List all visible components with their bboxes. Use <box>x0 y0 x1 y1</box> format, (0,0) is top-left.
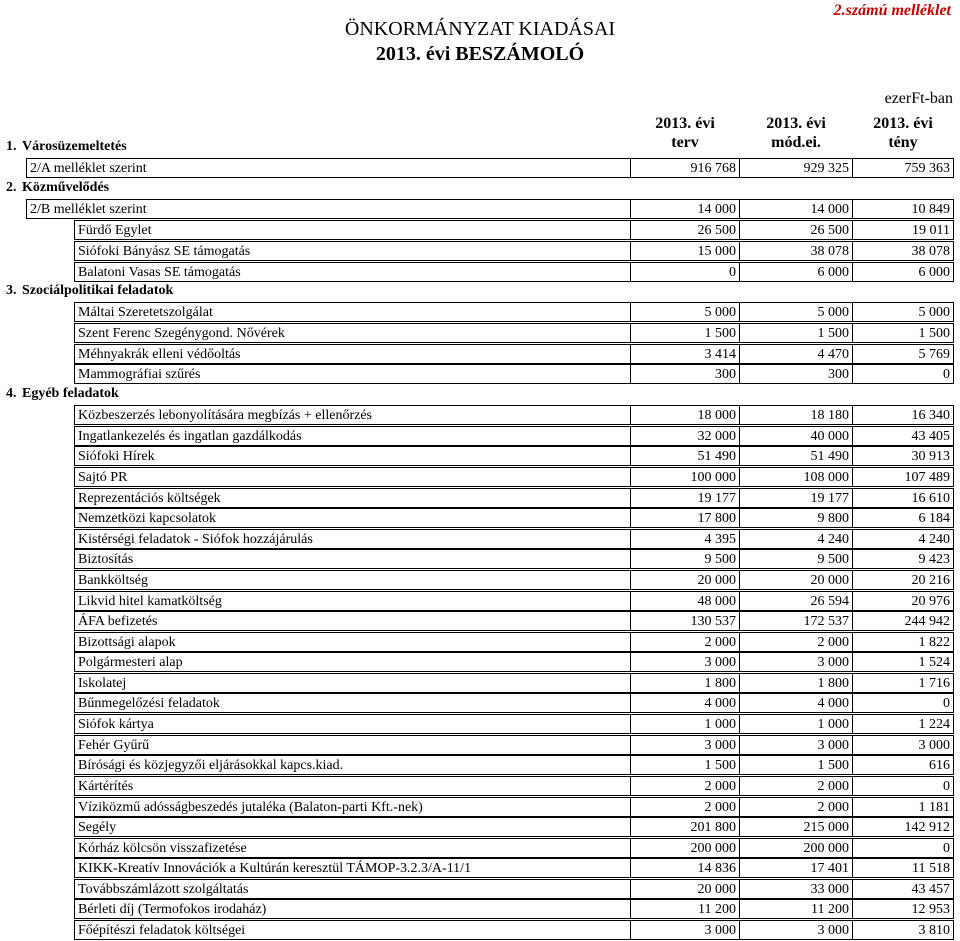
cell-terv: 5 000 <box>630 302 739 322</box>
row-label: Iskolatej <box>74 673 630 693</box>
row-label: Bankköltség <box>74 570 630 590</box>
row-label: Máltai Szeretetszolgálat <box>74 302 630 322</box>
table-row <box>0 776 960 796</box>
section-heading <box>6 179 109 196</box>
cell-teny: 0 <box>852 776 954 796</box>
row-label: Közbeszerzés lebonyolítására megbízás + ellenőrzés <box>74 405 630 425</box>
cell-mod: 5 000 <box>739 302 852 322</box>
row-label: Bizottsági alapok <box>74 632 630 652</box>
row-label: Kistérségi feladatok - Siófok hozzájárulás <box>74 529 630 549</box>
cell-terv: 3 414 <box>630 344 739 364</box>
section-title: Egyéb feladatok <box>22 386 119 401</box>
table-row <box>0 508 960 528</box>
column-header-line: 2013. évi <box>655 115 715 132</box>
row-label: KIKK-Kreatív Innovációk a Kultúrán keresztül TÁMOP-3.2.3/A-11/1 <box>74 858 630 878</box>
cell-terv: 1 000 <box>630 714 739 734</box>
cell-mod: 2 000 <box>739 797 852 817</box>
row-label: Siófoki Hírek <box>74 446 630 466</box>
cell-terv: 3 000 <box>630 735 739 755</box>
cell-terv: 32 000 <box>630 426 739 446</box>
title-line-2: 2013. évi BESZÁMOLÓ <box>375 43 585 65</box>
cell-teny: 16 340 <box>852 405 954 425</box>
cell-teny: 1 716 <box>852 673 954 693</box>
table-row <box>0 632 960 652</box>
table-row <box>0 262 960 282</box>
cell-terv: 15 000 <box>630 241 739 261</box>
cell-terv: 48 000 <box>630 591 739 611</box>
cell-teny: 30 913 <box>852 446 954 466</box>
cell-terv: 11 200 <box>630 899 739 919</box>
section-heading <box>6 385 119 402</box>
section-heading <box>6 138 127 155</box>
cell-terv: 1 500 <box>630 755 739 775</box>
row-label: Bírósági és közjegyzői eljárásokkal kapcs.kiad. <box>74 755 630 775</box>
cell-terv: 916 768 <box>630 158 739 178</box>
column-header-line: tény <box>888 134 918 151</box>
cell-terv: 200 000 <box>630 838 739 858</box>
cell-teny: 9 423 <box>852 549 954 569</box>
row-label: Segély <box>74 817 630 837</box>
cell-mod: 40 000 <box>739 426 852 446</box>
row-label: Likvid hitel kamatköltség <box>74 591 630 611</box>
table-row <box>0 693 960 713</box>
table-row <box>0 158 960 178</box>
cell-teny: 0 <box>852 364 954 384</box>
table-row <box>0 344 960 364</box>
row-label: Sajtó PR <box>74 467 630 487</box>
table-row <box>0 755 960 775</box>
cell-teny: 244 942 <box>852 611 954 631</box>
unit-label: ezerFt-ban <box>884 90 953 107</box>
table-row <box>0 611 960 631</box>
cell-teny: 11 518 <box>852 858 954 878</box>
cell-terv: 20 000 <box>630 879 739 899</box>
table-row <box>0 735 960 755</box>
table-row <box>0 199 960 219</box>
row-label: Kártérítés <box>74 776 630 796</box>
cell-teny: 1 181 <box>852 797 954 817</box>
cell-terv: 300 <box>630 364 739 384</box>
row-label: Biztosítás <box>74 549 630 569</box>
row-label: Mammográfiai szűrés <box>74 364 630 384</box>
cell-mod: 4 240 <box>739 529 852 549</box>
table-row <box>0 302 960 322</box>
table-row <box>0 405 960 425</box>
row-label: Ingatlankezelés és ingatlan gazdálkodás <box>74 426 630 446</box>
cell-teny: 616 <box>852 755 954 775</box>
cell-teny: 1 822 <box>852 632 954 652</box>
cell-mod: 1 000 <box>739 714 852 734</box>
row-label: Fürdő Egylet <box>74 220 630 240</box>
cell-teny: 10 849 <box>852 199 954 219</box>
table-row <box>0 364 960 384</box>
table-row <box>0 570 960 590</box>
cell-mod: 9 500 <box>739 549 852 569</box>
cell-teny: 107 489 <box>852 467 954 487</box>
cell-terv: 3 000 <box>630 652 739 672</box>
cell-teny: 20 976 <box>852 591 954 611</box>
cell-terv: 9 500 <box>630 549 739 569</box>
cell-mod: 38 078 <box>739 241 852 261</box>
table-row <box>0 446 960 466</box>
cell-terv: 100 000 <box>630 467 739 487</box>
table-row <box>0 220 960 240</box>
row-label: Polgármesteri alap <box>74 652 630 672</box>
cell-mod: 17 401 <box>739 858 852 878</box>
table-row <box>0 426 960 446</box>
row-label: Bűnmegelőzési feladatok <box>74 693 630 713</box>
section-heading <box>6 282 173 299</box>
cell-teny: 43 457 <box>852 879 954 899</box>
row-label: 2/B melléklet szerint <box>26 199 630 219</box>
cell-terv: 19 177 <box>630 488 739 508</box>
cell-teny: 19 011 <box>852 220 954 240</box>
cell-teny: 3 000 <box>852 735 954 755</box>
annex-label: 2.számú melléklet <box>833 2 951 19</box>
table-row <box>0 488 960 508</box>
cell-mod: 929 325 <box>739 158 852 178</box>
cell-teny: 4 240 <box>852 529 954 549</box>
cell-mod: 26 500 <box>739 220 852 240</box>
row-label: Méhnyakrák elleni védőoltás <box>74 344 630 364</box>
column-header-line: terv <box>671 134 699 151</box>
cell-terv: 51 490 <box>630 446 739 466</box>
column-header-mod <box>740 114 852 152</box>
row-label: Főépítészi feladatok költségei <box>74 920 630 940</box>
row-label: Bérleti díj (Termofokos irodaház) <box>74 899 630 919</box>
cell-teny: 6 000 <box>852 262 954 282</box>
table-row <box>0 467 960 487</box>
cell-mod: 1 800 <box>739 673 852 693</box>
cell-terv: 201 800 <box>630 817 739 837</box>
section-title: Közművelődés <box>22 180 110 195</box>
cell-mod: 3 000 <box>739 735 852 755</box>
cell-mod: 11 200 <box>739 899 852 919</box>
cell-terv: 17 800 <box>630 508 739 528</box>
table-row <box>0 797 960 817</box>
row-label: Víziközmű adósságbeszedés jutaléka (Balaton-parti Kft.-nek) <box>74 797 630 817</box>
table-row <box>0 714 960 734</box>
cell-terv: 2 000 <box>630 632 739 652</box>
cell-terv: 1 500 <box>630 323 739 343</box>
cell-teny: 5 000 <box>852 302 954 322</box>
cell-terv: 4 000 <box>630 693 739 713</box>
table-row <box>0 241 960 261</box>
cell-teny: 43 405 <box>852 426 954 446</box>
section-number: 1. <box>6 139 17 154</box>
row-label: Siófok kártya <box>74 714 630 734</box>
table-row <box>0 838 960 858</box>
table-row <box>0 920 960 940</box>
title-line-1: ÖNKORMÁNYZAT KIADÁSAI <box>344 18 616 40</box>
row-label: Reprezentációs költségek <box>74 488 630 508</box>
cell-terv: 2 000 <box>630 776 739 796</box>
row-label: 2/A melléklet szerint <box>26 158 630 178</box>
cell-mod: 300 <box>739 364 852 384</box>
column-header-teny <box>853 114 953 152</box>
column-header-terv <box>631 114 739 152</box>
cell-mod: 19 177 <box>739 488 852 508</box>
section-title: Városüzemeltetés <box>22 139 127 154</box>
cell-teny: 0 <box>852 693 954 713</box>
cell-teny: 20 216 <box>852 570 954 590</box>
section-number: 3. <box>6 283 17 298</box>
table-row <box>0 879 960 899</box>
cell-mod: 3 000 <box>739 920 852 940</box>
cell-terv: 0 <box>630 262 739 282</box>
row-label: Fehér Gyűrű <box>74 735 630 755</box>
cell-mod: 18 180 <box>739 405 852 425</box>
row-label: Szent Ferenc Szegénygond. Nővérek <box>74 323 630 343</box>
cell-mod: 2 000 <box>739 776 852 796</box>
row-label: Kórház kölcsön visszafizetése <box>74 838 630 858</box>
cell-mod: 3 000 <box>739 652 852 672</box>
cell-mod: 4 000 <box>739 693 852 713</box>
row-label: ÁFA befizetés <box>74 611 630 631</box>
table-row <box>0 652 960 672</box>
cell-teny: 6 184 <box>852 508 954 528</box>
cell-terv: 26 500 <box>630 220 739 240</box>
cell-mod: 200 000 <box>739 838 852 858</box>
cell-terv: 1 800 <box>630 673 739 693</box>
table-row <box>0 323 960 343</box>
section-number: 2. <box>6 180 17 195</box>
row-label: Balatoni Vasas SE támogatás <box>74 262 630 282</box>
cell-mod: 4 470 <box>739 344 852 364</box>
cell-terv: 14 000 <box>630 199 739 219</box>
cell-teny: 38 078 <box>852 241 954 261</box>
cell-terv: 20 000 <box>630 570 739 590</box>
cell-terv: 4 395 <box>630 529 739 549</box>
row-label: Siófoki Bányász SE támogatás <box>74 241 630 261</box>
section-number: 4. <box>6 386 17 401</box>
table-row <box>0 858 960 878</box>
cell-mod: 172 537 <box>739 611 852 631</box>
cell-teny: 16 610 <box>852 488 954 508</box>
cell-teny: 0 <box>852 838 954 858</box>
table-row <box>0 899 960 919</box>
cell-teny: 3 810 <box>852 920 954 940</box>
table-row <box>0 817 960 837</box>
cell-mod: 215 000 <box>739 817 852 837</box>
cell-mod: 51 490 <box>739 446 852 466</box>
cell-teny: 5 769 <box>852 344 954 364</box>
cell-mod: 6 000 <box>739 262 852 282</box>
column-header-line: mód.ei. <box>771 134 821 151</box>
table-row <box>0 529 960 549</box>
cell-teny: 142 912 <box>852 817 954 837</box>
cell-teny: 12 953 <box>852 899 954 919</box>
cell-teny: 1 224 <box>852 714 954 734</box>
cell-mod: 1 500 <box>739 755 852 775</box>
row-label: Nemzetközi kapcsolatok <box>74 508 630 528</box>
cell-teny: 1 500 <box>852 323 954 343</box>
table-row <box>0 549 960 569</box>
table-row <box>0 591 960 611</box>
cell-mod: 20 000 <box>739 570 852 590</box>
section-title: Szociálpolitikai feladatok <box>22 283 174 298</box>
column-header-line: 2013. évi <box>766 115 826 132</box>
cell-mod: 2 000 <box>739 632 852 652</box>
column-header-line: 2013. évi <box>873 115 933 132</box>
row-label: Továbbszámlázott szolgáltatás <box>74 879 630 899</box>
cell-terv: 3 000 <box>630 920 739 940</box>
table-row <box>0 673 960 693</box>
cell-teny: 1 524 <box>852 652 954 672</box>
cell-mod: 14 000 <box>739 199 852 219</box>
cell-teny: 759 363 <box>852 158 954 178</box>
cell-mod: 9 800 <box>739 508 852 528</box>
cell-mod: 33 000 <box>739 879 852 899</box>
cell-mod: 1 500 <box>739 323 852 343</box>
cell-terv: 18 000 <box>630 405 739 425</box>
cell-terv: 2 000 <box>630 797 739 817</box>
cell-mod: 108 000 <box>739 467 852 487</box>
cell-mod: 26 594 <box>739 591 852 611</box>
cell-terv: 14 836 <box>630 858 739 878</box>
cell-terv: 130 537 <box>630 611 739 631</box>
